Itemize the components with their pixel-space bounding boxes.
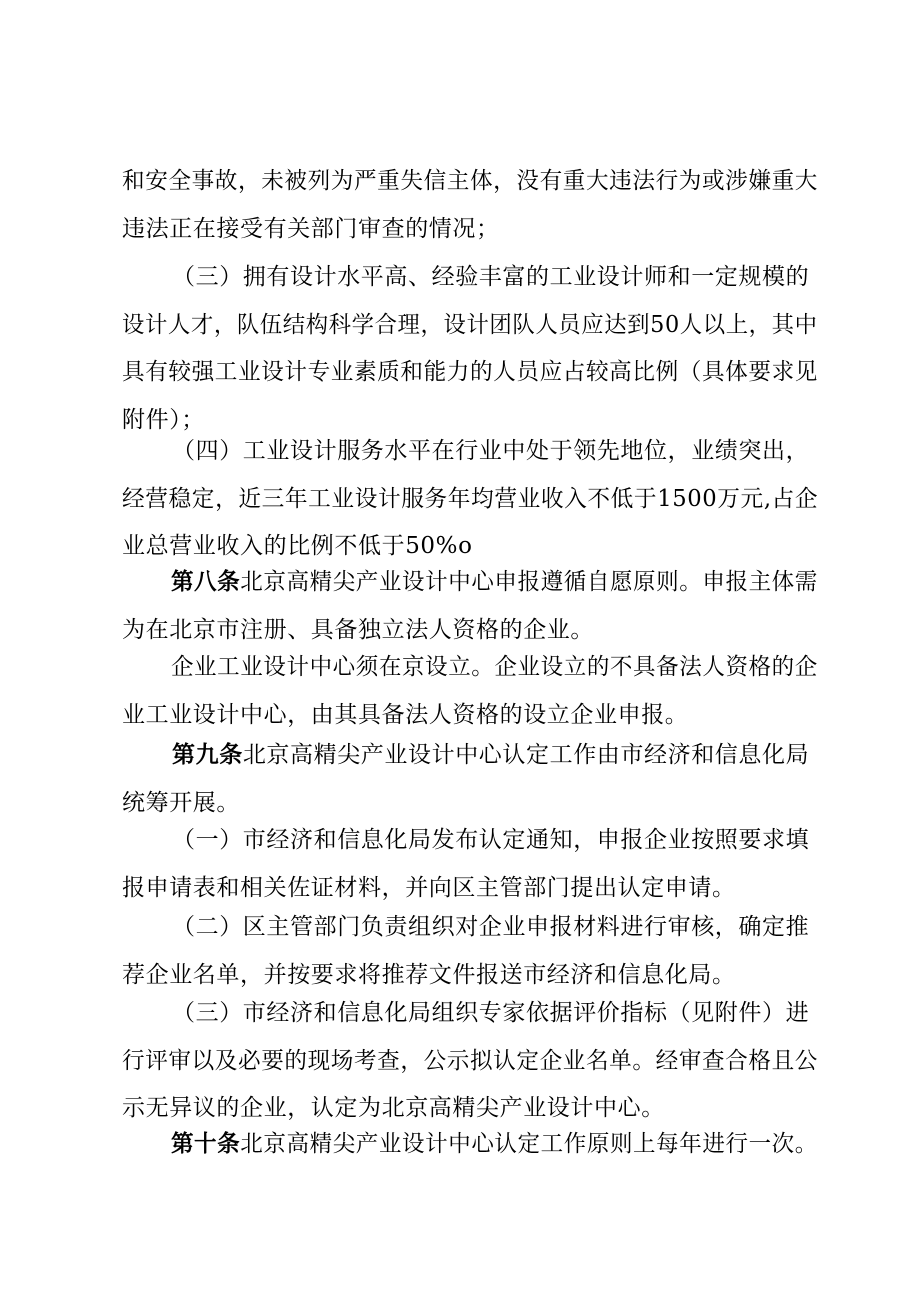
paragraph-3-item-four — [122, 428, 818, 571]
text-line: （三）拥有设计水平高、经验丰富的工业设计师和一定规模的 — [172, 264, 810, 290]
article-heading: 第十条 — [170, 1130, 241, 1157]
text-line: 行评审以及必要的现场考查，公示拟认定企业名单。经审查合格且公 — [122, 1047, 818, 1074]
text-line: 附件）； — [122, 406, 205, 433]
paragraph-4-article-eight — [122, 558, 818, 654]
text-line: （四）工业设计服务水平在行业中处于领先地位，业绩突出， — [172, 438, 810, 464]
text-line: （三）市经济和信息化局组织专家依据评价指标（见附件）进 — [172, 1000, 810, 1026]
text-line: 为在北京市注册、具备独立法人资格的企业。 — [122, 616, 594, 643]
text-segment: 北京高精尖产业设计中心认定工作由市经济和信息化局 — [242, 742, 810, 768]
article-heading: 第九条 — [172, 741, 243, 768]
paragraph-10-article-ten — [122, 1120, 818, 1169]
text-line: 业工业设计中心，由其具备法人资格的设立企业申报。 — [122, 701, 689, 728]
paragraph-8-item-two — [122, 904, 818, 999]
paragraph-2-item-three — [122, 254, 818, 444]
text-line — [122, 1120, 818, 1169]
text-line: （一）市经济和信息化局发布认定通知，申报企业按照要求填 — [172, 827, 810, 853]
paragraph-6-article-nine — [122, 731, 818, 827]
text-line — [122, 731, 818, 780]
text-segment: 北京高精尖产业设计中心认定工作原则上每年进行一次。 — [240, 1131, 818, 1157]
text-line: 设计人才，队伍结构科学合理，设计团队人员应达到50人以上，其中 — [122, 311, 818, 338]
text-segment: 北京高精尖产业设计中心申报遵循自愿原则。申报主体需 — [240, 569, 818, 595]
text-line: 示无异议的企业，认定为北京高精尖产业设计中心。 — [122, 1095, 665, 1121]
text-line: （二）区主管部门负责组织对企业申报材料进行审核，确定推 — [172, 914, 810, 940]
paragraph-5 — [122, 644, 818, 739]
paragraph-1 — [122, 158, 818, 253]
text-line: 违法正在接受有关部门审查的情况； — [122, 215, 500, 242]
paragraph-7-item-one — [122, 817, 818, 912]
text-line: 报申请表和相关佐证材料，并向区主管部门提出认定申请。 — [122, 874, 736, 901]
text-line: 统筹开展。 — [122, 789, 240, 816]
article-heading: 第八条 — [170, 568, 241, 595]
text-line: 业总营业收入的比例不低于50%o — [122, 533, 473, 559]
text-line: 经营稳定，近三年工业设计服务年均营业收入不低于1500万元,占企 — [122, 485, 819, 512]
paragraph-9-item-three — [122, 990, 818, 1133]
text-line: 具有较强工业设计专业素质和能力的人员应占较高比例（具体要求见 — [122, 359, 818, 385]
text-line: 企业工业设计中心须在京设立。企业设立的不具备法人资格的企 — [170, 654, 818, 680]
text-line: 和安全事故，未被列为严重失信主体，没有重大违法行为或涉嫌重大 — [122, 168, 818, 194]
text-line — [122, 558, 818, 607]
text-line: 荐企业名单，并按要求将推荐文件报送市经济和信息化局。 — [122, 961, 736, 988]
